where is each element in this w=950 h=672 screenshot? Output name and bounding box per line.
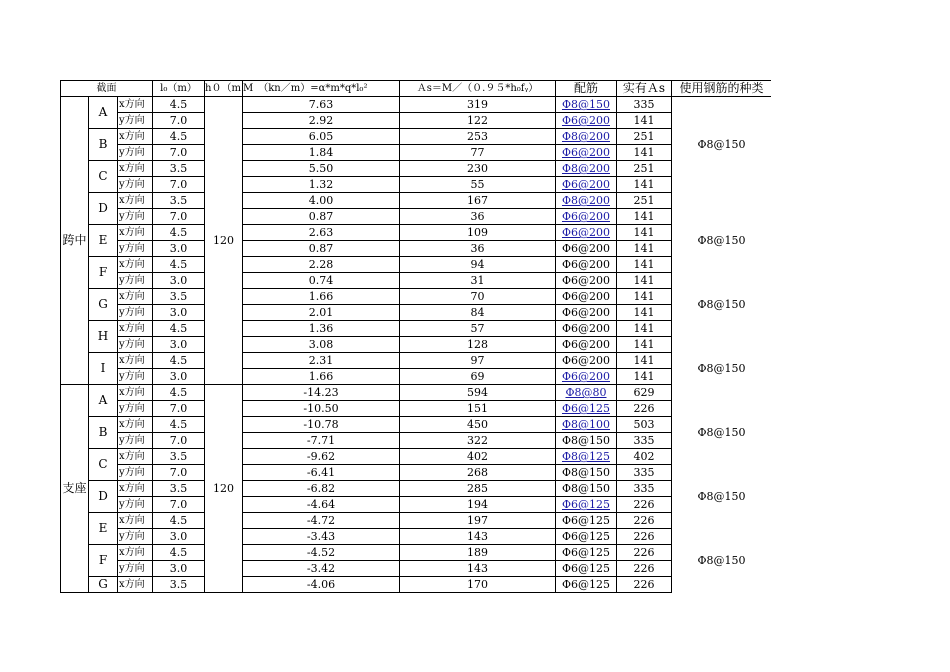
actual-as-cell: 629: [617, 385, 672, 401]
actual-as-cell: 335: [617, 433, 672, 449]
rebar-text: Φ6@200: [561, 258, 610, 271]
actual-as-cell: 251: [617, 161, 672, 177]
rebar-cell[interactable]: [556, 417, 617, 433]
moment-cell: 1.32: [243, 177, 400, 193]
rebar-link[interactable]: Φ8@100: [561, 418, 610, 431]
as-cell: 594: [400, 385, 556, 401]
moment-cell: 2.28: [243, 257, 400, 273]
rebar-link[interactable]: Φ6@200: [561, 210, 610, 223]
rebar-type-cell: [672, 577, 772, 593]
table-row: [61, 465, 772, 481]
rebar-table: [60, 80, 771, 593]
as-cell: 36: [400, 241, 556, 257]
direction-cell: x方向: [118, 97, 153, 113]
section-label: F: [89, 545, 118, 577]
direction-cell: y方向: [118, 369, 153, 385]
rebar-cell: [556, 353, 617, 369]
table-row: [61, 161, 772, 177]
direction-cell: x方向: [118, 129, 153, 145]
actual-as-cell: 141: [617, 209, 672, 225]
moment-cell: -7.71: [243, 433, 400, 449]
as-cell: 84: [400, 305, 556, 321]
direction-cell: y方向: [118, 113, 153, 129]
moment-cell: 2.63: [243, 225, 400, 241]
rebar-cell: [556, 529, 617, 545]
as-cell: 97: [400, 353, 556, 369]
direction-cell: x方向: [118, 321, 153, 337]
rebar-cell: [556, 513, 617, 529]
span-length-cell: 7.0: [153, 145, 205, 161]
moment-cell: 0.87: [243, 209, 400, 225]
rebar-text: Φ6@125: [561, 514, 610, 527]
table-row: [61, 289, 772, 305]
direction-cell: y方向: [118, 305, 153, 321]
header-actual-as: 实有Ａs: [617, 81, 672, 97]
rebar-cell: [556, 273, 617, 289]
as-cell: 128: [400, 337, 556, 353]
direction-cell: x方向: [118, 289, 153, 305]
direction-cell: y方向: [118, 241, 153, 257]
span-length-cell: 4.5: [153, 545, 205, 561]
direction-cell: x方向: [118, 577, 153, 593]
table-row: [61, 193, 772, 209]
span-length-cell: 3.5: [153, 161, 205, 177]
rebar-text: Φ6@125: [561, 546, 610, 559]
rebar-type-cell: [672, 193, 772, 225]
moment-cell: -4.64: [243, 497, 400, 513]
moment-cell: 1.66: [243, 289, 400, 305]
rebar-cell[interactable]: [556, 97, 617, 113]
direction-cell: x方向: [118, 417, 153, 433]
direction-cell: y方向: [118, 401, 153, 417]
rebar-cell[interactable]: [556, 209, 617, 225]
direction-cell: x方向: [118, 257, 153, 273]
direction-cell: y方向: [118, 177, 153, 193]
actual-as-cell: 335: [617, 465, 672, 481]
table-row: [61, 561, 772, 577]
rebar-type-cell: [672, 513, 772, 545]
as-cell: 450: [400, 417, 556, 433]
span-length-cell: 4.5: [153, 417, 205, 433]
rebar-type-cell: Φ8@150: [672, 97, 772, 193]
as-cell: 31: [400, 273, 556, 289]
section-label: E: [89, 513, 118, 545]
header-as: Ａs＝M／（０.９５*h₀fᵧ）: [400, 81, 556, 97]
as-cell: 167: [400, 193, 556, 209]
rebar-text: Φ6@200: [561, 242, 610, 255]
span-length-cell: 3.0: [153, 369, 205, 385]
header-l0: l₀（m）: [153, 81, 205, 97]
direction-cell: x方向: [118, 193, 153, 209]
actual-as-cell: 141: [617, 273, 672, 289]
rebar-type-cell: Φ8@150: [672, 481, 772, 513]
header-moment: M （kn／m）=α*m*q*l₀²: [243, 81, 400, 97]
actual-as-cell: 251: [617, 129, 672, 145]
table-row: [61, 273, 772, 289]
rebar-type-cell: [672, 449, 772, 481]
rebar-cell[interactable]: [556, 385, 617, 401]
span-length-cell: 4.5: [153, 385, 205, 401]
table-row: [61, 129, 772, 145]
as-cell: 94: [400, 257, 556, 273]
table-row: [61, 241, 772, 257]
span-length-cell: 3.5: [153, 577, 205, 593]
rebar-text: Φ6@200: [561, 274, 610, 287]
moment-cell: 0.74: [243, 273, 400, 289]
as-cell: 143: [400, 561, 556, 577]
rebar-cell[interactable]: [556, 113, 617, 129]
moment-cell: -4.52: [243, 545, 400, 561]
moment-cell: -3.42: [243, 561, 400, 577]
actual-as-cell: 141: [617, 145, 672, 161]
rebar-link[interactable]: Φ6@125: [561, 402, 610, 415]
rebar-type-cell: [672, 321, 772, 353]
table-row: [61, 209, 772, 225]
table-row: [61, 513, 772, 529]
rebar-cell[interactable]: [556, 225, 617, 241]
as-cell: 109: [400, 225, 556, 241]
direction-cell: y方向: [118, 337, 153, 353]
moment-cell: -14.23: [243, 385, 400, 401]
span-length-cell: 7.0: [153, 465, 205, 481]
rebar-type-cell: Φ8@150: [672, 545, 772, 577]
header-row: [61, 81, 772, 97]
rebar-cell: [556, 305, 617, 321]
section-label: A: [89, 385, 118, 417]
direction-cell: x方向: [118, 353, 153, 369]
rebar-link[interactable]: Φ6@200: [561, 146, 610, 159]
actual-as-cell: 503: [617, 417, 672, 433]
section-label: G: [89, 289, 118, 321]
moment-cell: 1.66: [243, 369, 400, 385]
as-cell: 189: [400, 545, 556, 561]
span-length-cell: 4.5: [153, 257, 205, 273]
moment-cell: -6.82: [243, 481, 400, 497]
actual-as-cell: 226: [617, 513, 672, 529]
rebar-cell: [556, 257, 617, 273]
rebar-text: Φ6@125: [561, 578, 610, 591]
actual-as-cell: 141: [617, 337, 672, 353]
span-length-cell: 7.0: [153, 113, 205, 129]
section-label: D: [89, 481, 118, 513]
section-label: C: [89, 161, 118, 193]
as-cell: 170: [400, 577, 556, 593]
moment-cell: 7.63: [243, 97, 400, 113]
table-row: [61, 257, 772, 273]
table-row: [61, 529, 772, 545]
actual-as-cell: 226: [617, 561, 672, 577]
rebar-link[interactable]: Φ6@200: [561, 178, 610, 191]
section-label: H: [89, 321, 118, 353]
direction-cell: x方向: [118, 481, 153, 497]
table-row: [61, 225, 772, 241]
table-row: [61, 433, 772, 449]
moment-cell: -4.72: [243, 513, 400, 529]
moment-cell: -10.50: [243, 401, 400, 417]
rebar-link[interactable]: Φ6@200: [561, 370, 610, 383]
span-length-cell: 4.5: [153, 225, 205, 241]
rebar-link[interactable]: Φ6@200: [561, 114, 610, 127]
moment-cell: -10.78: [243, 417, 400, 433]
as-cell: 143: [400, 529, 556, 545]
table-row: [61, 305, 772, 321]
span-length-cell: 7.0: [153, 401, 205, 417]
moment-cell: -6.41: [243, 465, 400, 481]
rebar-link[interactable]: Φ8@200: [561, 162, 610, 175]
direction-cell: x方向: [118, 545, 153, 561]
actual-as-cell: 141: [617, 225, 672, 241]
rebar-cell[interactable]: [556, 177, 617, 193]
span-length-cell: 3.0: [153, 337, 205, 353]
table-row: [61, 353, 772, 369]
actual-as-cell: 226: [617, 401, 672, 417]
moment-cell: 0.87: [243, 241, 400, 257]
as-cell: 268: [400, 465, 556, 481]
rebar-link[interactable]: Φ6@125: [561, 498, 610, 511]
rebar-type-cell: [672, 385, 772, 417]
group-label: 支座: [61, 385, 89, 593]
rebar-cell: [556, 577, 617, 593]
span-length-cell: 4.5: [153, 321, 205, 337]
rebar-cell: [556, 545, 617, 561]
span-length-cell: 3.5: [153, 193, 205, 209]
table-row: [61, 577, 772, 593]
as-cell: 70: [400, 289, 556, 305]
moment-cell: 2.31: [243, 353, 400, 369]
rebar-text: Φ8@150: [561, 466, 610, 479]
actual-as-cell: 141: [617, 305, 672, 321]
rebar-cell: [556, 289, 617, 305]
span-length-cell: 3.5: [153, 449, 205, 465]
section-label: B: [89, 129, 118, 161]
rebar-text: Φ6@200: [561, 322, 610, 335]
rebar-cell: [556, 481, 617, 497]
rebar-cell[interactable]: [556, 369, 617, 385]
span-length-cell: 4.5: [153, 353, 205, 369]
moment-cell: 3.08: [243, 337, 400, 353]
as-cell: 197: [400, 513, 556, 529]
rebar-text: Φ6@200: [561, 338, 610, 351]
rebar-text: Φ6@125: [561, 530, 610, 543]
rebar-cell: [556, 337, 617, 353]
as-cell: 122: [400, 113, 556, 129]
rebar-cell: [556, 561, 617, 577]
moment-cell: -3.43: [243, 529, 400, 545]
direction-cell: y方向: [118, 561, 153, 577]
rebar-type-cell: [672, 257, 772, 289]
section-label: B: [89, 417, 118, 449]
span-length-cell: 4.5: [153, 129, 205, 145]
direction-cell: x方向: [118, 385, 153, 401]
rebar-type-cell: Φ8@150: [672, 289, 772, 321]
rebar-cell: [556, 465, 617, 481]
direction-cell: x方向: [118, 513, 153, 529]
moment-cell: -4.06: [243, 577, 400, 593]
actual-as-cell: 141: [617, 289, 672, 305]
section-label: G: [89, 577, 118, 593]
header-rebar: 配筋: [556, 81, 617, 97]
span-length-cell: 3.5: [153, 481, 205, 497]
header-section: 截面: [61, 81, 153, 97]
actual-as-cell: 141: [617, 321, 672, 337]
section-label: I: [89, 353, 118, 385]
rebar-cell: [556, 433, 617, 449]
span-length-cell: 3.0: [153, 273, 205, 289]
actual-as-cell: 226: [617, 497, 672, 513]
direction-cell: y方向: [118, 497, 153, 513]
span-length-cell: 7.0: [153, 177, 205, 193]
span-length-cell: 7.0: [153, 497, 205, 513]
rebar-link[interactable]: Φ8@150: [561, 98, 610, 111]
rebar-link[interactable]: Φ8@125: [561, 450, 610, 463]
rebar-cell[interactable]: [556, 161, 617, 177]
span-length-cell: 4.5: [153, 97, 205, 113]
rebar-cell[interactable]: [556, 145, 617, 161]
actual-as-cell: 402: [617, 449, 672, 465]
table-row: [61, 113, 772, 129]
actual-as-cell: 141: [617, 353, 672, 369]
rebar-type-cell: Φ8@150: [672, 353, 772, 385]
as-cell: 285: [400, 481, 556, 497]
rebar-text: Φ8@150: [561, 434, 610, 447]
as-cell: 230: [400, 161, 556, 177]
as-cell: 151: [400, 401, 556, 417]
as-cell: 36: [400, 209, 556, 225]
span-length-cell: 3.0: [153, 561, 205, 577]
rebar-text: Φ8@150: [561, 482, 610, 495]
as-cell: 57: [400, 321, 556, 337]
table-row: [61, 385, 772, 401]
moment-cell: 4.00: [243, 193, 400, 209]
table-row: [61, 145, 772, 161]
moment-cell: 6.05: [243, 129, 400, 145]
direction-cell: x方向: [118, 161, 153, 177]
as-cell: 194: [400, 497, 556, 513]
table-row: [61, 417, 772, 433]
actual-as-cell: 335: [617, 481, 672, 497]
table-row: [61, 337, 772, 353]
actual-as-cell: 141: [617, 113, 672, 129]
direction-cell: y方向: [118, 145, 153, 161]
direction-cell: x方向: [118, 449, 153, 465]
table-row: [61, 449, 772, 465]
moment-cell: -9.62: [243, 449, 400, 465]
as-cell: 253: [400, 129, 556, 145]
rebar-cell[interactable]: [556, 401, 617, 417]
table-row: [61, 497, 772, 513]
as-cell: 55: [400, 177, 556, 193]
section-label: F: [89, 257, 118, 289]
rebar-link[interactable]: Φ8@200: [561, 130, 610, 143]
moment-cell: 1.84: [243, 145, 400, 161]
table-row: [61, 369, 772, 385]
spreadsheet: [60, 80, 771, 594]
as-cell: 69: [400, 369, 556, 385]
as-cell: 402: [400, 449, 556, 465]
actual-as-cell: 141: [617, 241, 672, 257]
section-label: D: [89, 193, 118, 225]
as-cell: 322: [400, 433, 556, 449]
actual-as-cell: 141: [617, 369, 672, 385]
rebar-cell[interactable]: [556, 193, 617, 209]
rebar-link[interactable]: Φ8@80: [565, 386, 607, 399]
rebar-text: Φ6@125: [561, 562, 610, 575]
actual-as-cell: 226: [617, 529, 672, 545]
section-label: A: [89, 97, 118, 129]
moment-cell: 2.01: [243, 305, 400, 321]
actual-as-cell: 226: [617, 545, 672, 561]
table-row: [61, 481, 772, 497]
rebar-link[interactable]: Φ8@200: [561, 194, 610, 207]
direction-cell: y方向: [118, 433, 153, 449]
direction-cell: y方向: [118, 209, 153, 225]
rebar-cell[interactable]: [556, 449, 617, 465]
rebar-cell: [556, 241, 617, 257]
rebar-cell[interactable]: [556, 497, 617, 513]
rebar-cell[interactable]: [556, 129, 617, 145]
as-cell: 319: [400, 97, 556, 113]
span-length-cell: 7.0: [153, 209, 205, 225]
table-row: [61, 401, 772, 417]
h0-cell: 120: [205, 97, 243, 385]
actual-as-cell: 251: [617, 193, 672, 209]
rebar-text: Φ6@200: [561, 290, 610, 303]
table-row: [61, 545, 772, 561]
direction-cell: y方向: [118, 273, 153, 289]
table-row: [61, 97, 772, 113]
rebar-cell: [556, 321, 617, 337]
rebar-text: Φ6@200: [561, 306, 610, 319]
rebar-link[interactable]: Φ6@200: [561, 226, 610, 239]
section-label: C: [89, 449, 118, 481]
moment-cell: 5.50: [243, 161, 400, 177]
group-label: 跨中: [61, 97, 89, 385]
h0-cell: 120: [205, 385, 243, 593]
span-length-cell: 3.0: [153, 241, 205, 257]
span-length-cell: 3.0: [153, 305, 205, 321]
table-row: [61, 177, 772, 193]
moment-cell: 2.92: [243, 113, 400, 129]
span-length-cell: 3.0: [153, 529, 205, 545]
moment-cell: 1.36: [243, 321, 400, 337]
rebar-type-cell: Φ8@150: [672, 225, 772, 257]
actual-as-cell: 335: [617, 97, 672, 113]
rebar-type-cell: Φ8@150: [672, 417, 772, 449]
span-length-cell: 7.0: [153, 433, 205, 449]
direction-cell: y方向: [118, 529, 153, 545]
direction-cell: y方向: [118, 465, 153, 481]
header-h0: h０（m: [205, 81, 243, 97]
actual-as-cell: 141: [617, 257, 672, 273]
as-cell: 77: [400, 145, 556, 161]
direction-cell: x方向: [118, 225, 153, 241]
table-row: [61, 321, 772, 337]
section-label: E: [89, 225, 118, 257]
actual-as-cell: 141: [617, 177, 672, 193]
header-rebar-type: 使用钢筋的种类: [672, 81, 772, 97]
span-length-cell: 4.5: [153, 513, 205, 529]
span-length-cell: 3.5: [153, 289, 205, 305]
rebar-text: Φ6@200: [561, 354, 610, 367]
actual-as-cell: 226: [617, 577, 672, 593]
